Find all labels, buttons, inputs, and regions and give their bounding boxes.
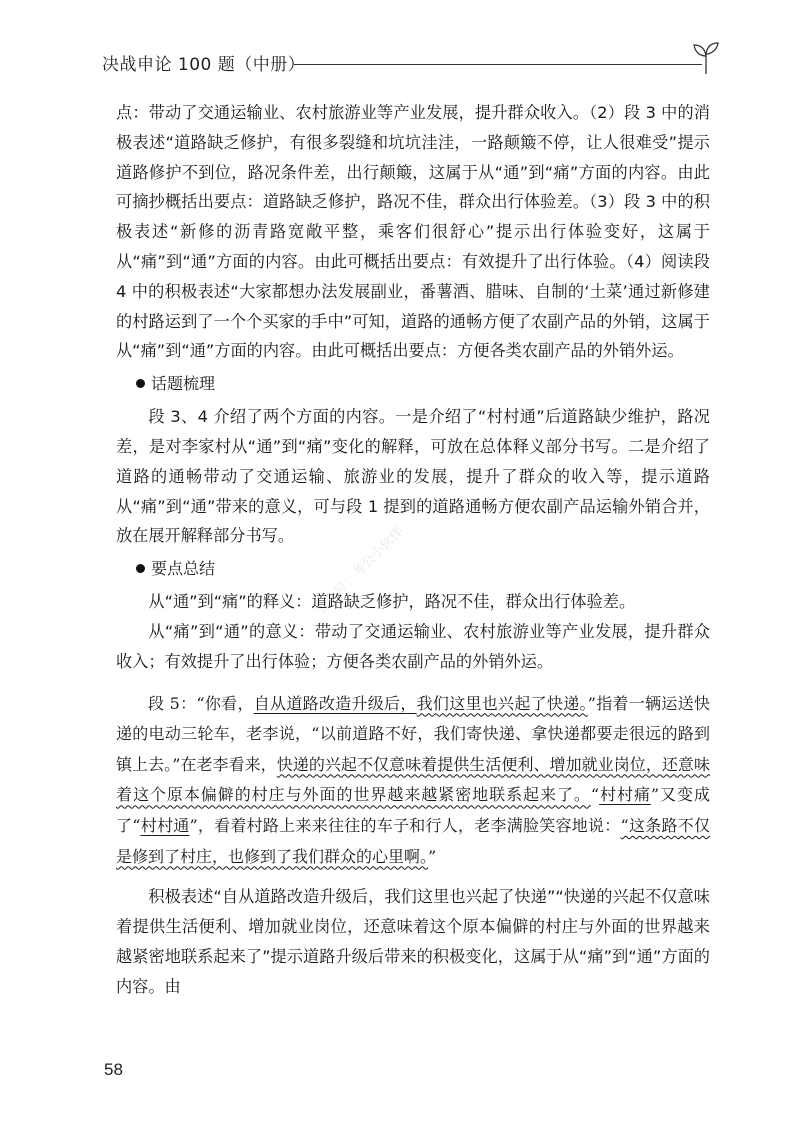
topic-paragraph: 段 3、4 介绍了两个方面的内容。一是介绍了“村村通”后道路缺少维护，路况差，是对李家村从“通”到“痛”变化的解释，可放在总体释义部分书写。二是介绍了道路的通畅带动了交通运输、旅游业的发展，提升了群众的收入等，提示道路从“痛”到“通”带来的意义，可与段 1 提到的道路通畅方便农副产品运输外销合并，放在展开解释部分书写。 <box>116 407 710 546</box>
summary-heading <box>136 555 710 583</box>
analysis-paragraph: 点：带动了交通运输业、农村旅游业等产业发展，提升群众收入。（2）段 3 中的消极表述“道路缺乏修护，有很多裂缝和坑坑洼洼，一路颠簸不停，让人很难受”提示道路修护不到位，路况条件差，出行颠簸，这属于从“通”到“痛”方面的内容。由此可摘抄概括出要点：道路缺乏修护，路况不佳，群众出行体验差。（3）段 3 中的积极表述“新修的沥青路宽敞平整，乘客们很舒心”提示出行体验变好，这属于从“痛”到“通”方面的内容。由此可概括出要点：有效提升了出行体验。（4）阅读段 4 中的积极表述“大家都想办法发展副业，番薯酒、腊味、自制的‘土菜’通过新修建的村路运到了一个个买家的手中”可知，道路的通畅方便了农副产品的外销，这属于从“痛”到“通”方面的内容。由此可概括出要点：方便各类农副产品的外销外运。 <box>116 103 710 361</box>
passage-underline: 村村通 <box>140 815 190 835</box>
passage-underline: 村村痛 <box>599 785 651 805</box>
watermark: 公众号：考公小伙伴 <box>313 524 407 618</box>
spacer <box>116 872 710 882</box>
page-number: 58 <box>104 1060 123 1079</box>
passage-underline: 自从道路改造升级后， <box>253 693 417 713</box>
passage-text: ” <box>428 846 437 866</box>
passage-text: ”指着一辆运送快递的电动三轮车，老李说，“以前道路不好，我们寄快递、拿快递都要走很远的路到镇上去。”在老李看来， <box>116 693 710 774</box>
passage-wavy-underline: “这条路不仅是修到了村庄，也修到了我们群众的心里啊。 <box>116 815 710 866</box>
bullet-icon <box>136 379 145 388</box>
passage-text: ”又变成了“ <box>116 785 710 835</box>
summary-line: 从“通”到“痛”的释义：道路缺乏修护，路况不佳，群众出行体验差。 <box>148 592 636 612</box>
topic-heading <box>136 370 710 398</box>
header-title: 决战申论 100 题（中册） <box>102 55 306 75</box>
page-content <box>116 98 710 1001</box>
analysis-paragraph: 积极表述“自从道路改造升级后，我们这里也兴起了快递”“快递的兴起不仅意味着提供生活便利、增加就业岗位，还意味着这个原本偏僻的村庄与外面的世界越来越紧密地联系起来了”提示道路升级后带来的积极变化，这属于从“痛”到“通”方面的内容。由 <box>116 887 710 996</box>
passage-paragraph <box>116 689 710 873</box>
page-header <box>102 40 722 80</box>
summary-line: 从“痛”到“通”的意义：带动了交通运输业、农村旅游业等产业发展，提升群众收入；有效提升了出行体验；方便各类农副产品的外销外运。 <box>116 621 710 671</box>
passage-text: 段 5：“你看， <box>148 693 254 713</box>
bullet-icon <box>136 564 145 573</box>
passage-text: ”，看着村路上来来往往的车子和行人，老李满脸笑容地说： <box>189 815 621 835</box>
passage-wavy-underline: 快递的兴起不仅意味着提供生活便利、增加就业岗位，还意味着这个原本偏僻的村庄与外面的世界越来越紧密地联系起来了。 <box>116 754 710 805</box>
summary-heading-text: 要点总结 <box>151 559 216 579</box>
header-rule <box>294 64 702 65</box>
topic-heading-text: 话题梳理 <box>151 374 216 394</box>
passage-text: “ <box>590 785 600 805</box>
sprout-icon <box>692 40 720 74</box>
passage-wavy-underline: 我们这里也兴起了快递。 <box>416 693 588 713</box>
